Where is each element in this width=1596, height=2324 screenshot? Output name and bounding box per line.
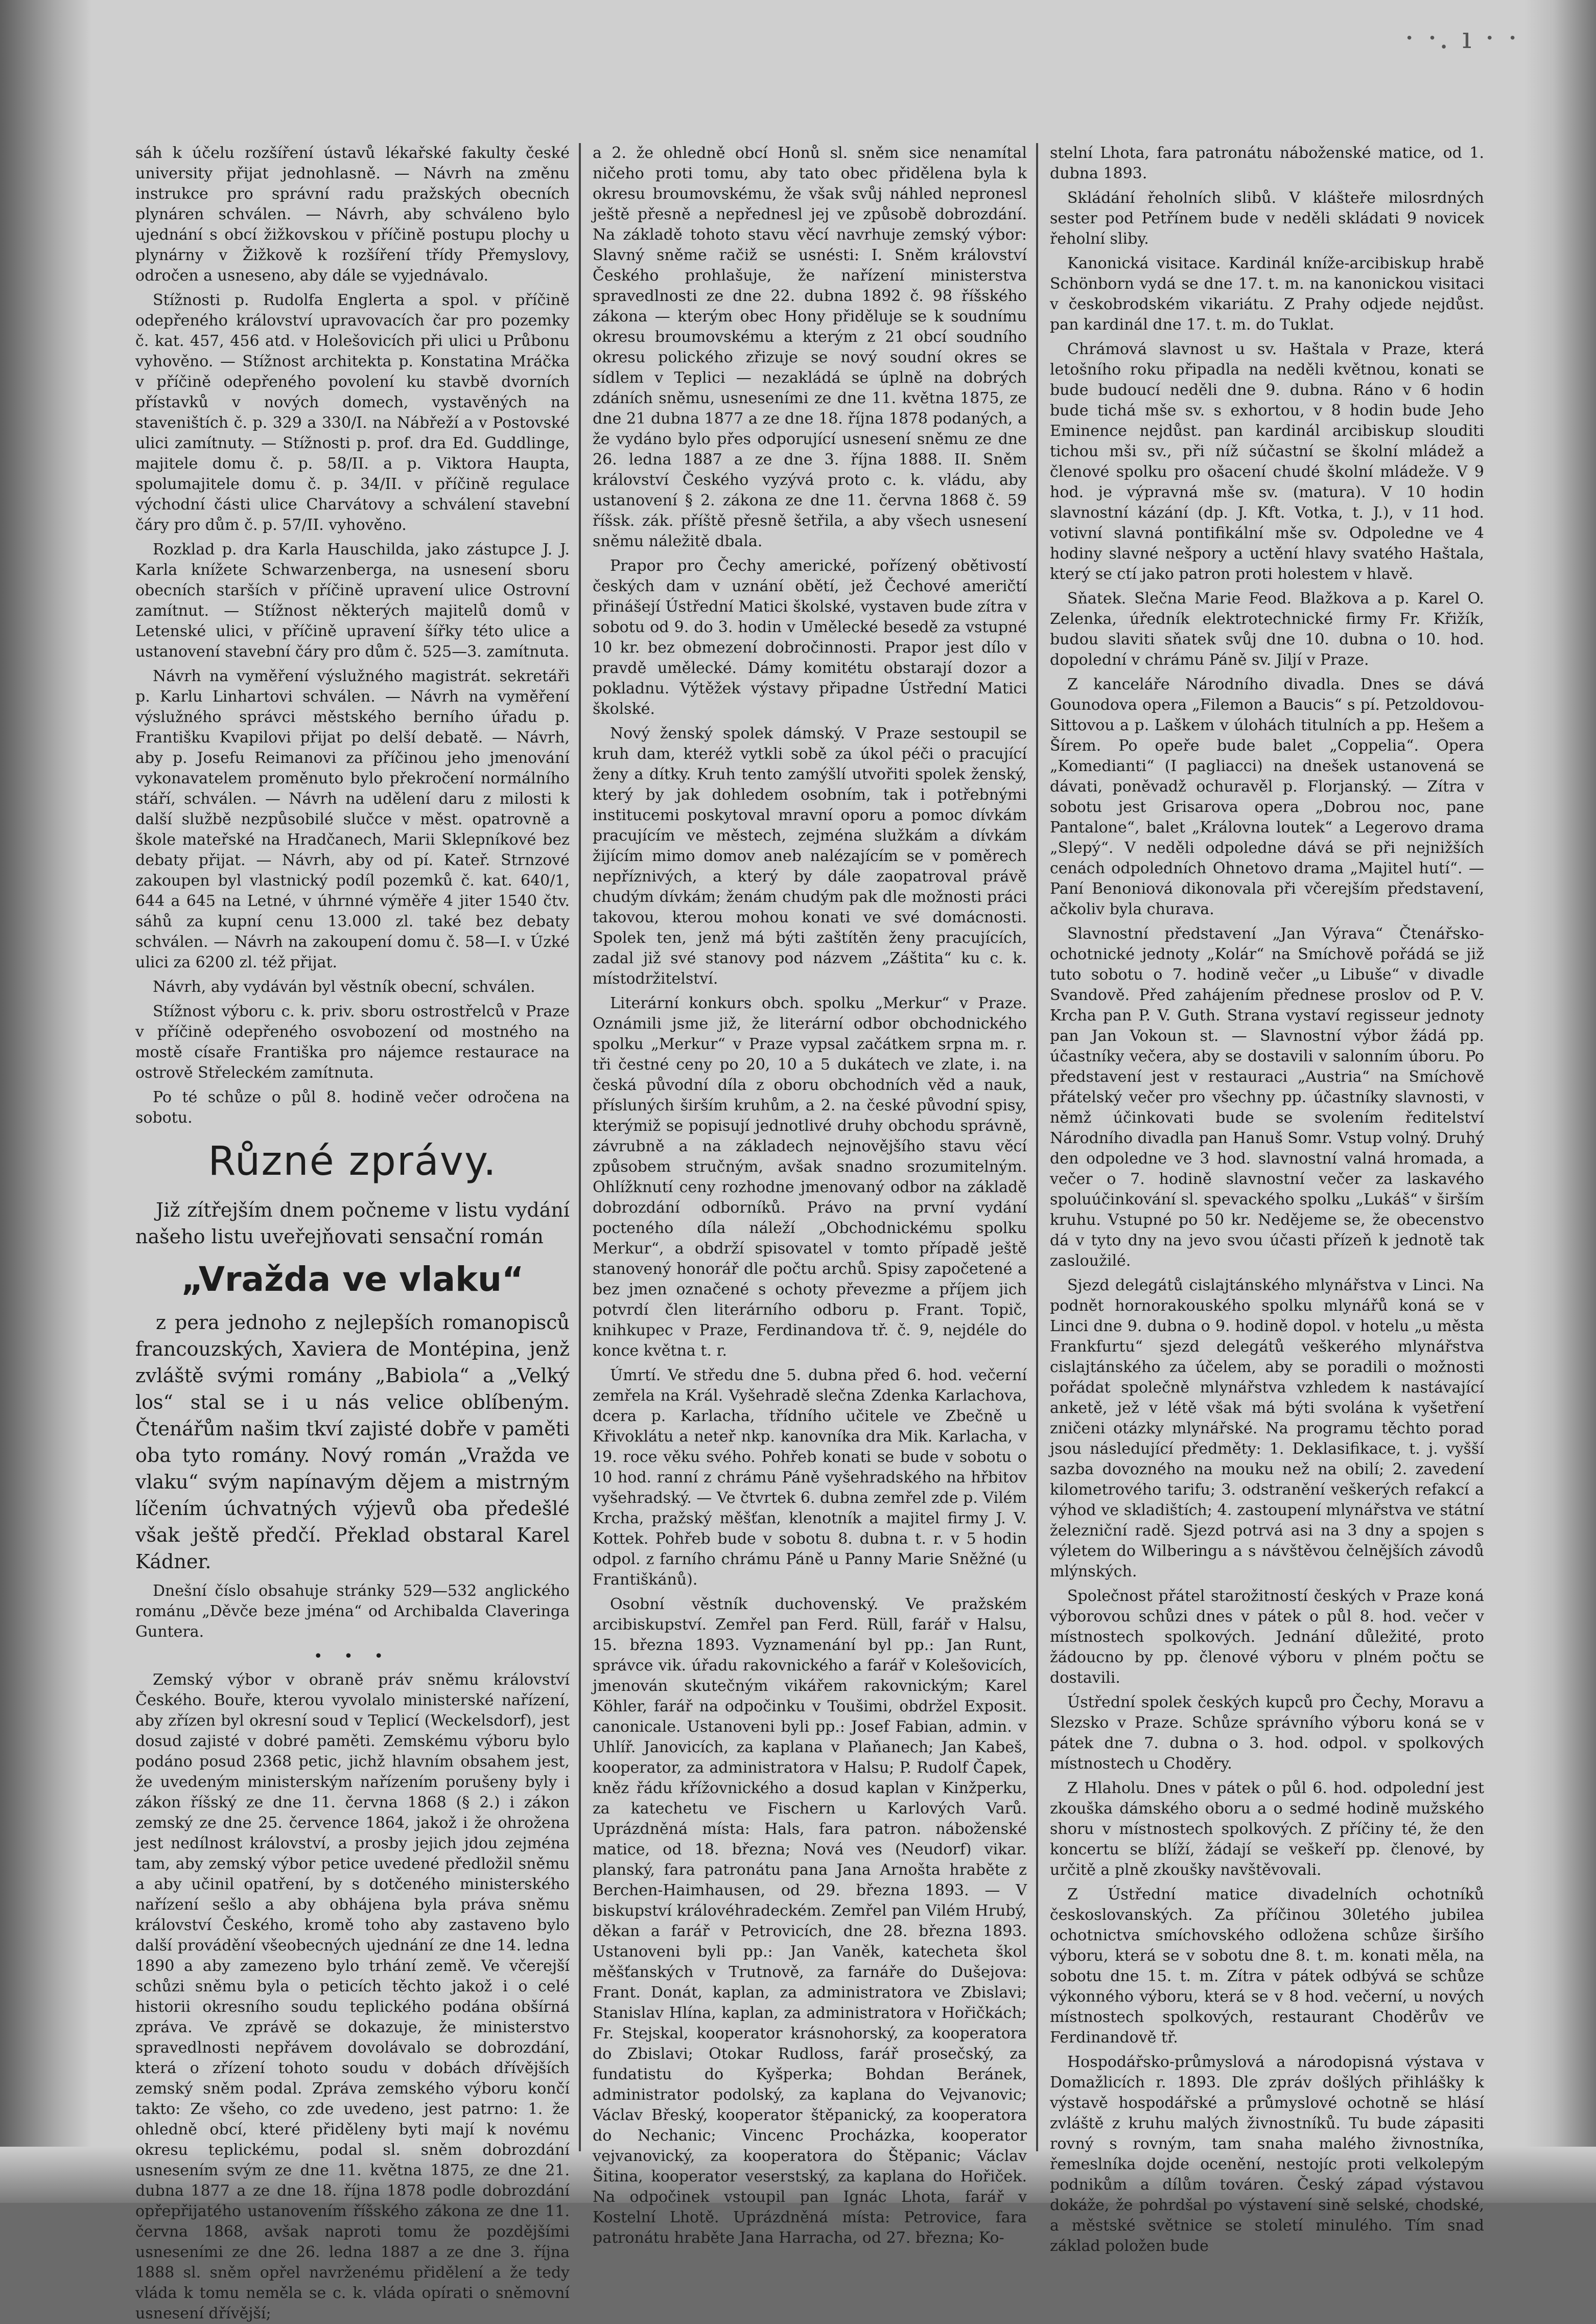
column-rule: [1036, 143, 1038, 2151]
article-paragraph: Po té schůze o půl 8. hodině večer odročena na sobotu.: [135, 1088, 570, 1127]
article-paragraph: Sňatek. Slečna Marie Feod. Blažkova a p. Karel O. Zelenka, úředník elektrotechnické firmy Fr. Křižík, budou slaviti sňatek svůj dne 10. dubna o 10. hod. dopolední v chrámu Páně sv. Jiljí v Praze.: [1050, 590, 1484, 669]
section-divider: • • •: [313, 1647, 392, 1665]
serial-description: z pera jednoho z nejlepších romanopisců francouzských, Xaviera de Montépina, jenž zvláště svými romány „Babiola“ a „Velký los“ stal se i u nás velice oblíbeným. Čtenářům našim tkví zajisté dobře v paměti oba tyto romány. Nový román „Vražda ve vlaku“ svým napínavým dějem a mistrným líčením úchvatných výjevů oba předešlé však ještě předčí. Překlad obstaral Karel Kádner.: [135, 1311, 570, 1573]
column-2: [593, 143, 1027, 2247]
article-paragraph: Nový ženský spolek dámský. V Praze sestoupil se kruh dam, kteréž vytkli sobě za úkol péči o pracující ženy a dítky. Kruh tento zamýšlí utvořiti spolek ženský, který by jak dohledem osobním, tak i potřebnými institucemi poskytoval mravní oporu a pomoc dívkám pracujícím ve městech, zejména služkám a dívkám žijícím mimo domov aneb nalézajícím se v poměrech nepříznivých, a který by dále zaopatroval právě chudým dívkám; ženám chudým pak dle možnosti práci takovou, kterou mohou konati ve své domácnosti. Spolek ten, jenž má býti zaštítěn ženy pracujících, zadal již své stanovy pod názvem „Záštita“ ku c. k. místodržitelství.: [593, 725, 1027, 988]
article-paragraph: Stížnost výboru c. k. priv. sboru ostrostřelců v Praze v příčině odepřeného osvobození od mostného na mostě císaře Františka pro nájemce restaurace na ostrově Střeleckém zamítnuta.: [135, 1003, 570, 1082]
article-paragraph: Literární konkurs obch. spolku „Merkur“ v Praze. Oznámili jsme již, že literární odbor obchodnického spolku „Merkur“ v Praze vypsal začátkem srpna m. r. tři čestné ceny po 20, 10 a 5 dukátech ve zlate, i. na česká původní díla z oboru obchodních věd a nauk, přísluných širším kruhům, a 2. na české původní spisy, kterýmiž se popisují jednotlivé druhy obchodu správně, závrubně a na základech nejnovějšího stavu věcí způsobem stručným, avšak snadno srozumitelným. Ohlížknutí ceny rozhodne jmenovaný odbor na základě dobrozdání odborníků. Právo na první vydání pocteného díla náleží „Obchodnickému spolku Merkur“, a obdrží spisovatel v tomto případě ještě stanovený honorář dle počtu archů. Spisy započetené a bez jmen označené s ochoty převezme a příjem jich potvrdí člen literárního odboru p. Frant. Topič, knihkupec v Praze, Ferdinandova tř. č. 9, nejdéle do konce května t. r.: [593, 994, 1027, 1360]
article-paragraph: Hospodářsko-průmyslová a národopisná výstava v Domažlicích r. 1893. Dle zpráv došlých přihlášky k výstavě hospodářské a průmyslové ochotně se hlásí zvláště z kruhu malých živnostníků. Tu bude zápasiti rovný s rovným, tam snaha malého živnostníka, řemeslníka dojde ocenění, nestojíc proti velkolepým podnikům a dílům továren. Český západ výstavou dokáže, že pohrdšal po výstavení sině selské, chodské, a městské světnice se století minulého. Tím snad základ položen bude: [1050, 2053, 1484, 2255]
text-columns: [135, 143, 1484, 2322]
article-paragraph: Z Ústřední matice divadelních ochotníků českoslovanských. Za příčinou 30letého jubilea ochotnictva smíchovského odložena schůze širšího výboru, která se v sobotu dne 8. t. m. konati měla, na sobotu dne 15. t. m. Zítra v pátek odbývá se schůze výkonného výboru, která se v 8 hod. večerní, u nových místnostech spolkových, restaurant Choděrův ve Ferdinandově tř.: [1050, 1886, 1484, 2047]
article-paragraph: Z Hlaholu. Dnes v pátek o půl 6. hod. odpolední jest zkouška dámského oboru a o sedmé hodině mužského shoru v místnostech spolkových. Z příčiny té, že den koncertu se blíží, žádají se veškeří pp. členové, by určitě a plně zkoušky navštěvovali.: [1050, 1779, 1484, 1879]
column-rule: [579, 143, 581, 2151]
article-paragraph: a 2. že ohledně obcí Honů sl. sněm sice nenamítal ničeho proti tomu, aby tato obec přidělena byla k okresu broumovskému, že však svůj náhled nepronesl ještě přesně a nepřednesl jej ve způsobě dobrozdání. Na základě tohoto stavu věcí navrhuje zemský výbor: Slavný sněme račiž se usnésti: I. Sněm království Českého prohlašuje, že nařízení ministerstva spravedlnosti ze dne 22. dubna 1892 č. 98 říšského zákona — kterým obec Hony přiděluje se k soudnímu okresu broumovskému a kterým z 21 obcí soudního okresu polického zřizuje se nový soudní okres se sídlem v Teplici — nezakládá se úplně na dobrých zdáních sněmu, usneseními ze dne 11. května 1875, ze dne 21 dubna 1877 a ze dne 18. října 1878 podaných, a že vydáno bylo přes odporující usnesení sněmu ze dne 26. ledna 1887 a ze dne 3. října 1888. II. Sněm království Českého vyzývá proto c. k. vládu, aby ustanovení § 2. zákona ze dne 11. června 1868 č. 59 říšsk. zák. příště přesně šetřila, a aby všech usnesení sněmu náležitě dbala.: [593, 144, 1027, 550]
article-paragraph: Stížnosti p. Rudolfa Englerta a spol. v příčině odepřeného království upravovacích čar pro pozemky č. kat. 457, 456 atd. v Holešovicích při ulici u Průbonu vyhověno. — Stížnost architekta p. Konstatina Mráčka v příčině odepřeného povolení ku stavbě dvorních přístavků v nových domech, vystavěných na staveništích č. p. 329 a 330/I. na Nábřeží a v Postovské ulici zamítnuty. — Stížnosti p. prof. dra Ed. Guddlinge, majitele domu č. p. 58/II. a p. Viktora Haupta, spolumajitele domu č. p. 34/II. v příčině regulace východní části ulice Charvátovy a schválení stavební čáry pro dům č. p. 57/II. vyhověno.: [135, 291, 570, 534]
article-paragraph: Prapor pro Čechy americké, pořízený obětivostí českých dam v uznání obětí, jež Čechové američtí přinášejí Ústřední Matici školské, vystaven bude zítra v sobotu od 9. do 3. hodin v Umělecké besedě za vstupné 10 kr. bez obmezení dobročinnosti. Prapor jest dílo v pravdě umělecké. Dámy komitétu obstarají dozor a pokladnu. Výtěžek výstavy připadne Ústřední Matici školské.: [593, 557, 1027, 718]
article-paragraph: Slavnostní představení „Jan Výrava“ Čtenářsko-ochotnické jednoty „Kolár“ na Smíchově pořádá se již tuto sobotu o 7. hodině večer „u Libuše“ v divadle Svandově. Před zahájením přednese proslov od P. V. Krcha pan P. V. Guth. Strana vystaví regisseur jednoty pan Jan Vokoun st. — Slavnostní výbor žádá pp. účastníky večera, aby se dostavili v salonním úboru. Po představení jest v restauraci „Austria“ na Smíchově přátelský večer pro všechny pp. účastníky slavnosti, v němž účinkovati bude se svolením ředitelství Národního divadla pan Hanuš Somr. Vstup volný. Druhý den odpoledne ve 3 hod. slavnostní valná hromada, a večer o 7. hodině slavnostní večer za laskavého spoluúčinkování sl. spevackého spolku „Lukáš“ v širším kruhu. Vstupné po 50 kr. Nedějeme se, že obecenstvo dá v tyto dny na jevo svou účasti přízeň k jednotě tak zasloužilé.: [1050, 925, 1484, 1270]
article-paragraph: Zemský výbor v obraně práv sněmu království Českého. Bouře, kterou vyvolalo ministerské nařízení, aby zřízen byl okresní soud v Teplicí (Weckelsdorf), jest dosud zajisté v dobré paměti. Zemskému výboru bylo podáno posud 2368 petic, jichž hlavním obsahem jest, že uvedeným ministerským nařízením porušeny byly i zákon říšský ze dne 11. června 1868 (§ 2.) i zákon zemský ze dne 25. července 1864, jakož i že ohrožena jest nedílnost království, a prosby jejich jdou zejména tam, aby zemský výbor petice uvedené předložil sněmu a aby učinil opatření, by s dotčeného ministerského nařízení sešlo a aby obhájena byla práva sněmu království Českého, kromě toho aby zastaveno bylo další provádění všeobecných ujednání ze dne 14. ledna 1890 a aby zamezeno bylo trhání země. Ve včerejší schůzi sněmu byla o peticích těchto jakož i o celé historii okresního soudu teplického podána obšírná zpráva. Ve zprávě se dokazuje, že ministerstvo spravedlnosti nepřávem dovolávalo se dobrozdání, která o zřízení tohoto soudu v dobách dřívějších zemský sněm podal. Zpráva zemského výboru končí takto: Ze všeho, co zde uvedeno, jest patrno: 1. že ohledně obcí, které přiděleny byti mají k novému okresu teplickému, podal sl. sněm dobrozdání usnesením svým ze dne 11. května 1875, ze dne 21. dubna 1877 a ze dne 18. října 1878 podle dobrozdání opřepřijatého ustanovením říšského zákona ze dne 11. června 1868, avšak naproti tomu že pozdějšími usneseními ze dne 26. ledna 1887 a ze dne 3. října 1888 sl. sněm opřel navrženému přidělení a že tedy vláda k tomu neměla se c. k. vláda opírati o sněmovní usnesení dřívější;: [135, 1671, 570, 2322]
serial-title: „Vražda ve vlaku“: [181, 1260, 524, 1299]
article-paragraph: sáh k účelu rozšíření ústavů lékařské fakulty české university přijat jednohlasně. — Návrh na změnu instrukce pro správní radu pražských obecních plynáren schválen. — Návrh, aby schváleno bylo ujednání s obcí žižkovskou v příčině postupu plochy u plynárny v Žižkově k rozšíření třídy Přemyslovy, odročen a usneseno, aby dále se vyjednávalo.: [135, 144, 570, 285]
article-paragraph: Návrh na vyměření výslužného magistrát. sekretáři p. Karlu Linhartovi schválen. — Návrh na vyměření výslužného správci městského berního úřadu p. Františku Kvapilovi přijat po delší debatě. — Návrh, aby p. Josefu Reimanovi za příčinou jeho jmenování vykonavatelem proměnuto bylo překročení normálního stáří, schválen. — Návrh na udělení daru z milosti k další službě nezpůsobilé slučce v měst. opatrovně a škole mateřské na Hradčanech, Marii Sklepníkové bez debaty přijat. — Návrh, aby od pí. Kateř. Strnzové zakoupen byl vlastnický podíl pozemků č. kat. 640/1, 644 a 645 na Letné, v úhrnné výměře 4 jiter 1540 čtv. sáhů za kupní cenu 13.000 zl. také bez debaty schválen. — Návrh na zakoupení domu č. 58—I. v Úzké ulici za 6200 zl. též přijat.: [135, 667, 570, 971]
article-paragraph: Chrámová slavnost u sv. Haštala v Praze, která letošního roku připadla na neděli květnou, konati se bude budoucí neděli dne 9. dubna. Ráno v 6 hodin bude tichá mše sv. s exhortou, v 8 hodin bude Jeho Eminence nejdůst. pan kardinál arcibiskup slouditi tichou mši sv., při níž súčastní se školní mládež a členové spolku pro ošacení chudé školní mládeže. V 9 hod. je výpravná mše sv. (matura). V 10 hodin slavnostní kázání (dp. J. Kft. Votka, t. J.), v 11 hod. votivní slavná pontifikální mše sv. Odpoledne ve 4 hodiny slavné nešpory a uctění hlavy svatého Haštala, který se ctí jako patron proti holestem v hlavě.: [1050, 340, 1484, 583]
top-marks: · ·. ı · ·: [1404, 20, 1519, 55]
article-paragraph: Společnost přátel starožitností českých v Praze koná výborovou schůzi dnes v pátek o půl 8. hod. večer v místnostech spolkových. Jednání důležité, proto žádoucno by pp. členové výboru v plném počtu se dostavili.: [1050, 1587, 1484, 1687]
article-paragraph: Návrh, aby vydáván byl věstník obecní, schválen.: [153, 978, 535, 996]
article-paragraph: Ústřední spolek českých kupců pro Čechy, Moravu a Slezsko v Praze. Schůze správního výboru koná se v pátek dne 7. dubna o 3. hod. odpol. v spolkových místnostech u Choděry.: [1050, 1693, 1484, 1773]
article-paragraph: Úmrtí. Ve středu dne 5. dubna před 6. hod. večerní zemřela na Král. Vyšehradě slečna Zdenka Karlachova, dcera p. Karlacha, třídního učitele ve Zbečně u Křivoklátu a neteř nkp. kanovníka dra Mik. Karlacha, v 19. roce věku svého. Pohřeb konati se bude v sobotu o 10 hod. ranní z chrámu Páně vyšehradského na hřbitov vyšehradský. — Ve čtvrtek 6. dubna zemřel zde p. Vilém Krcha, pražský měšťan, klenotník a majitel firmy J. V. Kottek. Pohřeb bude v sobotu 8. dubna t. r. v 5 hodin odpol. z farního chrámu Páně u Panny Marie Sněžné (u Františkánů).: [593, 1366, 1027, 1589]
column-1: [135, 143, 570, 2322]
section-title: Různé zprávy.: [208, 1138, 497, 1184]
scan-edge-left: [0, 0, 92, 2203]
article-paragraph: stelní Lhota, fara patronátu náboženské matice, od 1. dubna 1893.: [1050, 144, 1484, 182]
article-paragraph: Rozklad p. dra Karla Hauschilda, jako zástupce J. J. Karla knížete Schwarzenberga, na usnesení sboru obecních starších v příčině upravení ulice Ostrovní zamítnut. — Stížnost některých majitelů domů v Letenské ulici, v příčině upravení šířky této ulice a ustanovení stavební čáry pro dům č. 525—3. zamítnuta.: [135, 541, 570, 661]
article-paragraph: Sjezd delegátů cislajtánského mlynářstva v Linci. Na podnět hornorakouského spolku mlynářů koná se v Linci dne 9. dubna o 9. hodině dopol. v hotelu „u města Frankfurtu“ sjezd delegátů veškerého mlynářstva cislajtánského za účelem, aby se poradili o možnosti pořádat společně mlynářstva vzhledem k nastávající anketě, jež v létě však má býti svolána k vyšetření zničeni otázky mlynářské. Na programu těchto porad jsou následující předměty: 1. Deklasifikace, t. j. vyšší sazba dovozného na mouku než na obilí; 2. zavedení kilometrového tarifu; 3. odstranění veškerých refakcí a výhod ve skladištích; 4. zastoupení mlynářstva ve státní železniční radě. Sjezd potrvá asi na 3 dny a spojen s výletem do Wilberingu a s návštěvou čelnějších závodů mlýnských.: [1050, 1276, 1484, 1581]
scan-edge-right: [1524, 0, 1596, 2203]
article-paragraph: Kanonická visitace. Kardinál kníže-arcibiskup hrabě Schönborn vydá se dne 17. t. m. na kanonickou visitaci v českobrodském vikariátu. Z Prahy odjede nejdůst. pan kardinál dne 17. t. m. do Tuklat.: [1050, 254, 1484, 334]
article-paragraph: Skládání řeholních slibů. V klášteře milosrdných sester pod Petřínem bude v neděli skládati 9 novicek řeholní sliby.: [1050, 189, 1484, 248]
serial-announcement: Již zítřejším dnem počneme v listu vydání našeho listu uveřejňovati sensační román: [135, 1199, 570, 1248]
article-paragraph: Osobní věstník duchovenský. Ve pražském arcibiskupství. Zemřel pan Ferd. Rüll, farář v Halsu, 15. března 1893. Vyznamenání byl pp.: Jan Runt, správce vik. úřadu rakovnického a farář v Kolešovicích, jmenován skutečným vikářem rakovnickým; Karel Köhler, farář na odpočinku v Toušimi, obdržel Exposit. canonicale. Ustanoveni byli pp.: Josef Fabian, admin. v Uhlíř. Janovicích, za kaplana v Plaňanech; Jan Kabeš, kooperator, za administratora v Halsu; P. Rudolf Čapek, kněz řádu křížovnického a dosud kaplan v Kinžperku, za katechetu ve Fischern u Karlových Varů. Uprázdněná místa: Hals, fara patron. náboženské matice, od 18. března; Nová ves (Neudorf) vikar. planský, fara patronátu pana Jana Arnošta hraběte z Berchen-Haimhausen, od 29. března 1893. — V biskupství královéhradeckém. Zemřel pan Vilém Hrubý, děkan a farář v Petrovicích, dne 28. března 1893. Ustanoveni byli pp.: Jan Vaněk, katecheta škol měšťanských v Trutnově, za farnáře do Dušejova: Frant. Donát, kaplan, za administratora ve Zbislavi; Stanislav Hlína, kaplan, za administratora v Hořičkách; Fr. Stejskal, kooperator krásnohorský, za kooperatora do Zbislavi; Otokar Rudloss, farář prosečský, za fundatistu do Kyšperka; Bohdan Beránek, administrator podolský, za kaplana do Vejvanovic; Václav Břeský, kooperator štěpanický, za kooperatora do Nechanic; Vincenc Procházka, kooperator vejvanovický, za kooperatora do Štěpanic; Václav Šitina, kooperator veserstský, za kaplana do Hořiček. Na odpočinek vstoupil pan Ignác Lhota, farář v Kostelní Lhotě. Uprázdněná místa: Petrovice, fara patronátu hraběte Jana Harracha, od 27. března; Ko-: [593, 1595, 1027, 2247]
column-3: [1050, 143, 1484, 2255]
article-paragraph: Z kanceláře Národního divadla. Dnes se dává Gounodova opera „Filemon a Baucis“ s pí. Petzoldovou-Sittovou a p. Laškem v úlohách titulních a pp. Hešem a Šírem. Po opeře bude balet „Coppelia“. Opera „Komedianti“ (I pagliacci) na dnešek ustanovená se dávati, poněvadž ochuravěl p. Florjanský. — Zítra v sobotu jest Grisarova opera „Dobrou noc, pane Pantalone“, balet „Královna loutek“ a Legerovo drama „Slepý“. V neděli odpoledne dává se při nejnižších cenách odpoledních Ohnetovo drama „Majitel hutí“. — Paní Benoniová dikonovala při včerejším představení, ačkoliv byla churava.: [1050, 676, 1484, 918]
article-paragraph: Dnešní číslo obsahuje stránky 529—532 anglického románu „Děvče beze jména“ od Archibalda Claveringa Guntera.: [135, 1582, 570, 1641]
